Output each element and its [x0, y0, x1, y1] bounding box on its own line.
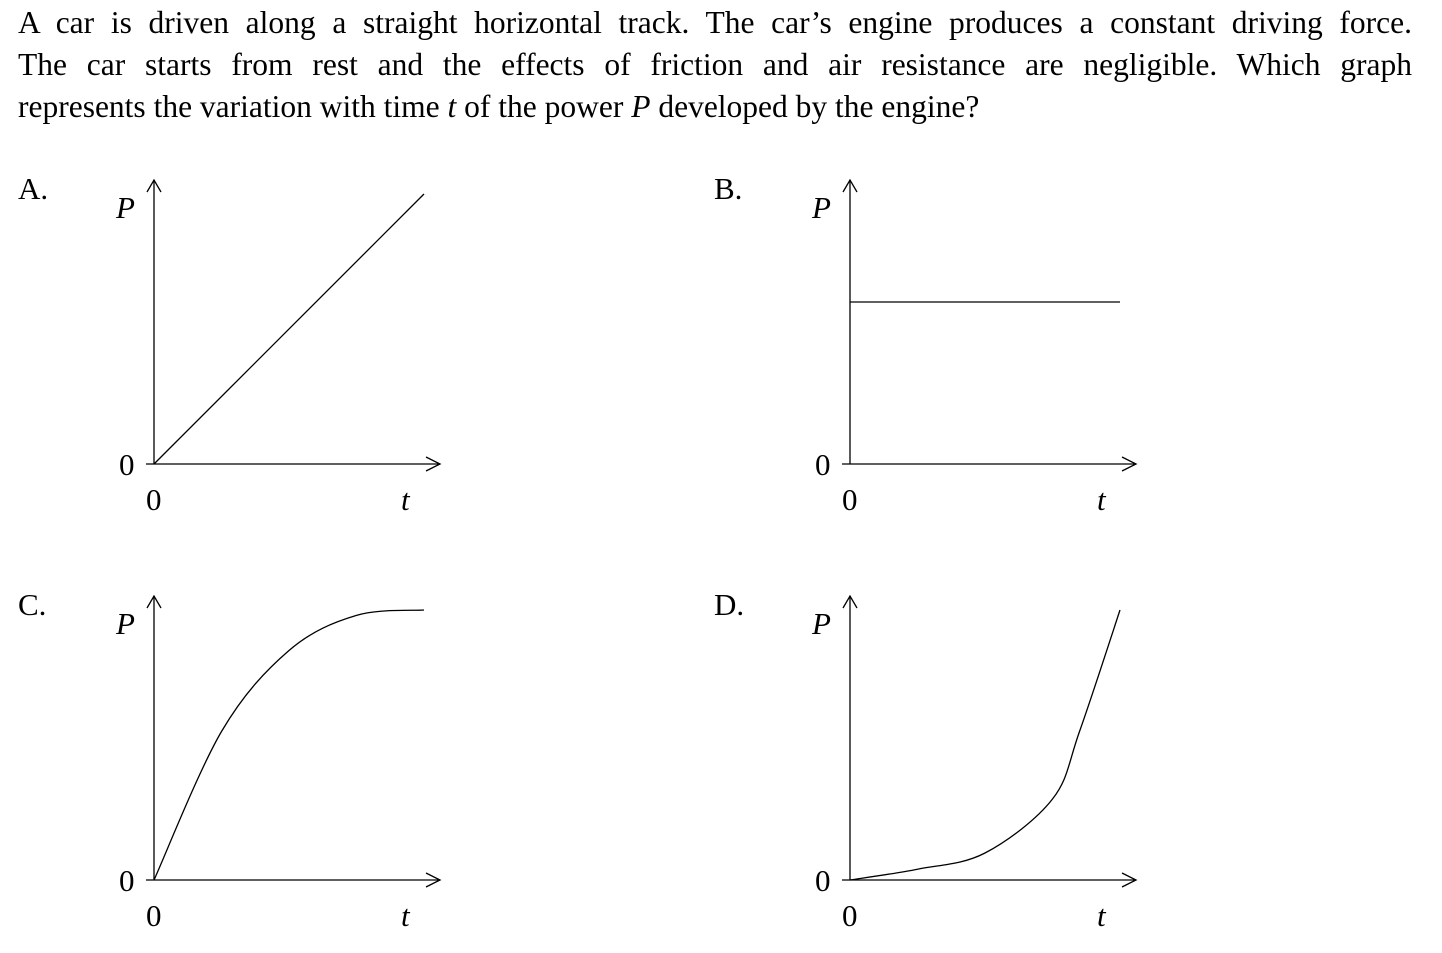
- option-b-label[interactable]: B.: [714, 171, 743, 206]
- graph-d-y-origin: 0: [815, 863, 831, 898]
- graph-b: [811, 180, 1136, 517]
- graph-d-curve: [850, 610, 1120, 880]
- graph-b-y-origin: 0: [815, 447, 831, 482]
- graph-a-x-origin: 0: [146, 482, 162, 517]
- graph-a: [115, 180, 440, 517]
- graph-d: [811, 596, 1136, 933]
- graph-d-x-label: t: [1097, 898, 1106, 933]
- graph-c-y-label: P: [116, 606, 135, 641]
- graph-b-y-label: P: [812, 190, 831, 225]
- option-d-label[interactable]: D.: [714, 587, 745, 622]
- graph-b-x-label: t: [1097, 482, 1106, 517]
- graph-a-y-label: P: [116, 190, 135, 225]
- graph-d-x-origin: 0: [842, 898, 858, 933]
- option-c-label[interactable]: C.: [18, 587, 47, 622]
- graph-a-x-label: t: [401, 482, 410, 517]
- option-a-label[interactable]: A.: [18, 171, 49, 206]
- question-line-2: The car starts from rest and the effects of friction and air resistance are negligible. Which graph: [18, 47, 1412, 82]
- graph-c-curve: [154, 610, 424, 880]
- graph-a-curve: [154, 194, 424, 464]
- graph-c-x-origin: 0: [146, 898, 162, 933]
- question-var-p: P: [631, 89, 651, 124]
- graph-c-y-origin: 0: [119, 863, 135, 898]
- question-line-3-suffix: developed by the engine?: [650, 89, 980, 124]
- question-var-t: t: [447, 89, 457, 124]
- question-line-3-mid: of the power: [456, 89, 632, 124]
- graph-b-x-origin: 0: [842, 482, 858, 517]
- question-line-1: A car is driven along a straight horizontal track. The car’s engine produces a constant driving force.: [18, 5, 1412, 40]
- question-line-3-prefix: represents the variation with time: [18, 89, 448, 124]
- graph-d-y-label: P: [812, 606, 831, 641]
- graph-c-x-label: t: [401, 898, 410, 933]
- graph-a-y-origin: 0: [119, 447, 135, 482]
- graph-c: [115, 596, 440, 933]
